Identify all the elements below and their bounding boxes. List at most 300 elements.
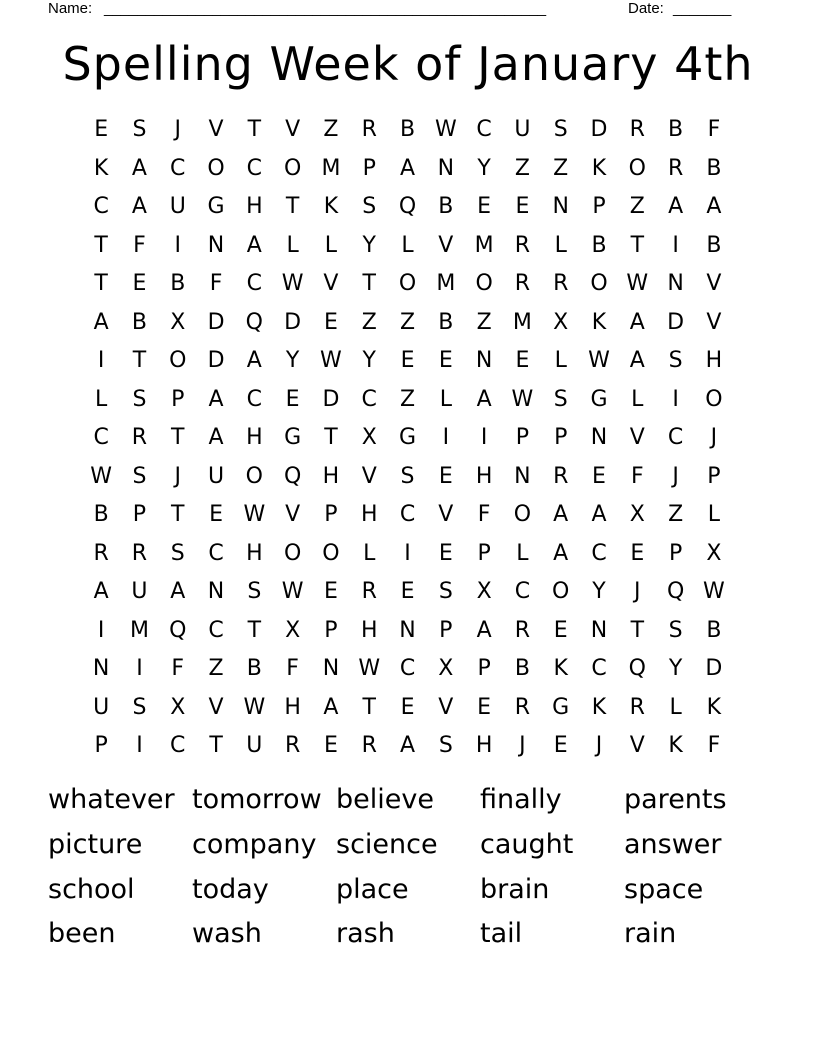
grid-letter: I	[404, 540, 411, 566]
grid-letter: F	[477, 502, 491, 528]
grid-letter: A	[476, 617, 492, 643]
grid-row	[82, 265, 734, 304]
grid-letter: S	[553, 117, 568, 143]
grid-letter: L	[95, 386, 108, 412]
grid-row	[82, 188, 734, 227]
grid-letter: S	[132, 694, 147, 720]
grid-letter: B	[93, 502, 109, 528]
grid-letter: T	[362, 694, 376, 720]
grid-row	[82, 573, 734, 612]
grid-letter: T	[247, 117, 262, 143]
grid-letter: E	[323, 579, 338, 605]
grid-letter: E	[515, 348, 530, 374]
grid-letter: W	[243, 502, 266, 528]
grid-letter: E	[553, 733, 568, 759]
grid-letter: X	[629, 502, 645, 528]
grid-letter: X	[170, 309, 186, 335]
grid-letter: V	[323, 271, 339, 297]
grid-letter: S	[668, 348, 683, 374]
grid-letter: P	[132, 502, 147, 528]
grid-letter: F	[707, 117, 721, 143]
grid-letter: L	[554, 232, 567, 258]
grid-letter: T	[171, 425, 185, 451]
grid-letter: Z	[629, 194, 645, 220]
grid-letter: L	[286, 232, 299, 258]
grid-letter: C	[246, 155, 263, 181]
grid-letter: V	[285, 117, 301, 143]
grid-letter: J	[174, 117, 181, 143]
grid-letter: E	[592, 463, 606, 489]
grid-letter: G	[590, 386, 608, 412]
grid-letter: Y	[477, 155, 491, 181]
grid-letter: A	[399, 733, 416, 759]
grid-letter: P	[668, 540, 683, 566]
grid-letter: K	[591, 694, 607, 720]
word-bank-item: wash	[192, 918, 262, 950]
grid-letter: E	[438, 463, 453, 489]
grid-letter: R	[629, 117, 645, 143]
grid-letter: X	[706, 540, 722, 566]
grid-letter: Q	[283, 463, 302, 489]
grid-letter: W	[90, 463, 113, 489]
grid-letter: R	[514, 617, 531, 643]
grid-letter: A	[323, 694, 339, 720]
word-bank-item: science	[336, 829, 438, 861]
grid-letter: T	[630, 232, 645, 258]
grid-letter: W	[243, 694, 266, 720]
grid-letter: E	[438, 540, 453, 566]
grid-letter: A	[93, 579, 109, 605]
grid-letter: P	[362, 155, 376, 181]
grid-letter: R	[361, 733, 377, 759]
grid-row	[82, 458, 734, 497]
grid-letter: S	[132, 117, 147, 143]
grid-letter: W	[320, 348, 342, 374]
word-bank-item: parents	[624, 784, 727, 816]
grid-letter: X	[476, 579, 492, 605]
grid-letter: F	[286, 656, 299, 682]
grid-letter: F	[171, 656, 185, 682]
grid-letter: A	[131, 194, 147, 220]
grid-letter: P	[554, 425, 568, 451]
grid-letter: A	[93, 309, 109, 335]
word-bank-row	[48, 778, 788, 823]
grid-letter: W	[703, 579, 725, 605]
grid-letter: N	[514, 463, 531, 489]
grid-letter: H	[246, 540, 263, 566]
grid-letter: L	[324, 232, 338, 258]
grid-letter: S	[668, 617, 683, 643]
grid-letter: I	[174, 232, 181, 258]
grid-letter: E	[553, 617, 568, 643]
grid-letter: X	[553, 309, 569, 335]
grid-letter: V	[285, 502, 301, 528]
grid-letter: U	[207, 463, 225, 489]
grid-letter: I	[97, 348, 105, 374]
grid-letter: P	[477, 540, 491, 566]
grid-letter: B	[170, 271, 186, 297]
grid-letter: T	[630, 617, 645, 643]
grid-letter: R	[553, 271, 569, 297]
grid-letter: E	[94, 117, 109, 143]
grid-letter: L	[363, 540, 376, 566]
grid-row	[82, 612, 734, 651]
grid-letter: Y	[668, 656, 683, 682]
grid-letter: B	[591, 232, 607, 258]
grid-letter: E	[323, 733, 338, 759]
name-label: Name:	[48, 0, 93, 17]
grid-letter: S	[247, 579, 262, 605]
grid-letter: A	[246, 232, 262, 258]
grid-letter: S	[438, 579, 453, 605]
grid-row	[82, 342, 734, 381]
word-bank-item: picture	[48, 829, 143, 861]
grid-letter: M	[129, 617, 149, 643]
grid-letter: U	[246, 733, 263, 759]
grid-letter: L	[516, 540, 529, 566]
grid-letter: D	[590, 117, 608, 143]
grid-letter: C	[93, 425, 109, 451]
grid-letter: N	[590, 425, 608, 451]
grid-letter: Z	[399, 309, 416, 335]
grid-letter: H	[475, 463, 493, 489]
grid-row	[82, 650, 734, 689]
grid-letter: N	[399, 617, 416, 643]
grid-letter: M	[512, 309, 532, 335]
grid-letter: R	[514, 271, 531, 297]
grid-letter: Q	[245, 309, 263, 335]
grid-letter: M	[436, 271, 456, 297]
grid-letter: R	[361, 117, 377, 143]
grid-letter: O	[513, 502, 532, 528]
word-bank-item: whatever	[48, 784, 175, 816]
grid-letter: K	[668, 733, 683, 759]
grid-letter: F	[630, 463, 644, 489]
grid-letter: X	[170, 694, 186, 720]
grid-letter: P	[477, 656, 491, 682]
word-bank-item: rain	[624, 918, 677, 950]
grid-letter: Z	[399, 386, 416, 412]
grid-letter: O	[169, 348, 187, 374]
grid-letter: H	[705, 348, 723, 374]
grid-letter: W	[511, 386, 534, 412]
grid-letter: Z	[361, 309, 377, 335]
grid-letter: Z	[668, 502, 684, 528]
grid-letter: D	[207, 348, 225, 374]
word-bank-item: tail	[480, 918, 523, 950]
grid-letter: E	[285, 386, 300, 412]
grid-letter: D	[667, 309, 685, 335]
grid-letter: W	[281, 271, 304, 297]
grid-letter: U	[169, 194, 186, 220]
grid-letter: B	[246, 656, 262, 682]
grid-letter: J	[174, 463, 181, 489]
grid-letter: K	[591, 309, 607, 335]
grid-letter: Y	[362, 348, 376, 374]
grid-letter: T	[285, 194, 300, 220]
grid-letter: D	[284, 309, 302, 335]
grid-letter: R	[553, 463, 569, 489]
grid-row	[82, 727, 734, 766]
grid-letter: Z	[476, 309, 492, 335]
grid-letter: P	[707, 463, 721, 489]
grid-letter: A	[246, 348, 262, 374]
grid-row	[82, 304, 734, 343]
grid-letter: J	[519, 733, 526, 759]
grid-letter: N	[207, 232, 225, 258]
word-bank-item: rash	[336, 918, 395, 950]
grid-letter: L	[401, 232, 414, 258]
word-bank-row	[48, 912, 788, 957]
grid-letter: P	[592, 194, 606, 220]
grid-letter: A	[170, 579, 186, 605]
grid-letter: M	[474, 232, 494, 258]
grid-letter: I	[480, 425, 488, 451]
grid-letter: V	[706, 309, 722, 335]
grid-letter: Z	[208, 656, 224, 682]
grid-letter: B	[706, 617, 722, 643]
word-bank-item: caught	[480, 829, 574, 861]
grid-letter: C	[591, 656, 607, 682]
grid-letter: H	[284, 694, 301, 720]
grid-letter: H	[322, 463, 340, 489]
grid-letter: C	[170, 155, 186, 181]
grid-letter: L	[554, 348, 567, 374]
word-bank-item: believe	[336, 784, 434, 816]
grid-letter: G	[207, 194, 225, 220]
grid-letter: W	[358, 656, 381, 682]
word-bank-item: tomorrow	[192, 784, 322, 816]
grid-letter: R	[514, 694, 531, 720]
grid-letter: Z	[323, 117, 339, 143]
grid-letter: V	[629, 425, 645, 451]
grid-letter: U	[514, 117, 531, 143]
grid-letter: M	[321, 155, 341, 181]
grid-letter: J	[634, 579, 641, 605]
grid-letter: I	[442, 425, 450, 451]
grid-letter: K	[706, 694, 722, 720]
grid-letter: P	[515, 425, 530, 451]
grid-letter: B	[514, 656, 530, 682]
grid-letter: N	[475, 348, 493, 374]
grid-letter: T	[94, 271, 108, 297]
grid-letter: Y	[592, 579, 606, 605]
grid-letter: F	[707, 733, 721, 759]
grid-letter: E	[515, 194, 530, 220]
grid-letter: R	[667, 155, 684, 181]
grid-letter: R	[284, 733, 301, 759]
grid-letter: Q	[169, 617, 187, 643]
grid-row	[82, 689, 734, 728]
word-bank-row	[48, 823, 788, 868]
grid-letter: F	[209, 271, 223, 297]
grid-letter: O	[322, 540, 340, 566]
grid-letter: K	[591, 155, 607, 181]
grid-letter: A	[208, 386, 224, 412]
grid-letter: E	[209, 502, 223, 528]
grid-letter: C	[476, 117, 492, 143]
grid-letter: B	[399, 117, 416, 143]
grid-letter: H	[360, 502, 378, 528]
grid-letter: E	[132, 271, 147, 297]
grid-letter: V	[208, 694, 224, 720]
grid-letter: P	[94, 733, 108, 759]
grid-letter: J	[710, 425, 718, 451]
grid-row	[82, 111, 734, 150]
grid-letter: H	[246, 425, 263, 451]
word-bank-item: space	[624, 873, 704, 905]
grid-letter: C	[399, 656, 416, 682]
grid-letter: G	[398, 425, 417, 451]
grid-letter: D	[207, 309, 225, 335]
grid-letter: J	[672, 463, 679, 489]
grid-letter: T	[94, 232, 108, 258]
grid-letter: C	[170, 733, 186, 759]
grid-letter: P	[171, 386, 185, 412]
grid-letter: D	[705, 656, 723, 682]
grid-letter: X	[285, 617, 301, 643]
grid-letter: E	[323, 309, 338, 335]
grid-letter: U	[131, 579, 148, 605]
header-line	[48, 0, 748, 20]
grid-letter: T	[324, 425, 338, 451]
grid-letter: A	[553, 540, 569, 566]
grid-letter: B	[438, 194, 454, 220]
grid-letter: T	[247, 617, 262, 643]
grid-letter: Q	[666, 579, 685, 605]
grid-letter: K	[323, 194, 339, 220]
grid-letter: C	[208, 540, 224, 566]
grid-row	[82, 150, 734, 189]
grid-letter: V	[438, 232, 454, 258]
grid-letter: A	[629, 348, 645, 374]
grid-letter: E	[438, 348, 453, 374]
grid-row	[82, 227, 734, 266]
grid-letter: W	[588, 348, 610, 374]
grid-letter: G	[284, 425, 302, 451]
grid-letter: H	[246, 194, 263, 220]
grid-letter: O	[207, 155, 225, 181]
grid-row	[82, 496, 734, 535]
grid-letter: T	[171, 502, 185, 528]
grid-letter: Q	[628, 656, 646, 682]
grid-letter: O	[705, 386, 723, 412]
grid-letter: B	[438, 309, 454, 335]
grid-letter: K	[553, 656, 568, 682]
grid-letter: Q	[398, 194, 417, 220]
grid-letter: V	[706, 271, 722, 297]
grid-letter: I	[97, 617, 105, 643]
grid-letter: X	[438, 656, 454, 682]
grid-letter: S	[438, 733, 453, 759]
grid-letter: X	[361, 425, 377, 451]
grid-letter: R	[629, 694, 645, 720]
grid-row	[82, 419, 734, 458]
word-bank-item: school	[48, 873, 135, 905]
grid-letter: L	[439, 386, 452, 412]
grid-letter: A	[706, 194, 722, 220]
grid-letter: C	[399, 502, 416, 528]
grid-letter: E	[400, 579, 415, 605]
grid-letter: A	[668, 194, 684, 220]
word-bank-item: finally	[480, 784, 562, 816]
grid-letter: T	[209, 733, 223, 759]
grid-letter: C	[667, 425, 684, 451]
word-bank-item: company	[192, 829, 317, 861]
grid-letter: F	[133, 232, 146, 258]
grid-letter: R	[131, 540, 148, 566]
grid-letter: O	[590, 271, 608, 297]
grid-letter: B	[706, 155, 722, 181]
grid-letter: C	[591, 540, 607, 566]
grid-letter: I	[672, 386, 679, 412]
grid-letter: N	[322, 656, 340, 682]
grid-letter: C	[246, 271, 263, 297]
grid-letter: O	[245, 463, 263, 489]
grid-letter: L	[669, 694, 682, 720]
grid-letter: A	[399, 155, 416, 181]
grid-letter: B	[706, 232, 722, 258]
grid-letter: W	[626, 271, 649, 297]
grid-letter: T	[132, 348, 147, 374]
word-bank-item: place	[336, 873, 409, 905]
grid-letter: B	[131, 309, 147, 335]
grid-letter: A	[208, 425, 224, 451]
grid-row	[82, 535, 734, 574]
grid-letter: E	[477, 694, 492, 720]
grid-letter: H	[360, 617, 378, 643]
grid-letter: U	[93, 694, 110, 720]
grid-letter: V	[438, 694, 454, 720]
grid-letter: S	[132, 386, 147, 412]
grid-letter: O	[283, 540, 302, 566]
grid-letter: S	[170, 540, 185, 566]
grid-letter: L	[707, 502, 721, 528]
grid-letter: N	[92, 656, 110, 682]
grid-letter: A	[476, 386, 492, 412]
grid-letter: K	[93, 155, 109, 181]
grid-letter: E	[630, 540, 645, 566]
grid-letter: O	[628, 155, 646, 181]
grid-letter: O	[398, 271, 417, 297]
grid-letter: J	[595, 733, 603, 759]
grid-letter: D	[322, 386, 340, 412]
word-bank-item: today	[192, 873, 269, 905]
grid-row	[82, 381, 734, 420]
grid-letter: E	[400, 694, 415, 720]
grid-letter: A	[629, 309, 645, 335]
grid-letter: E	[477, 194, 492, 220]
grid-letter: S	[362, 194, 377, 220]
grid-letter: G	[552, 694, 570, 720]
grid-letter: S	[132, 463, 147, 489]
grid-letter: N	[667, 271, 684, 297]
word-bank-item: answer	[624, 829, 722, 861]
grid-letter: I	[136, 656, 143, 682]
grid-letter: Y	[285, 348, 300, 374]
grid-letter: P	[324, 502, 338, 528]
grid-letter: V	[361, 463, 377, 489]
word-bank	[48, 778, 788, 957]
grid-letter: R	[361, 579, 377, 605]
grid-letter: N	[590, 617, 608, 643]
grid-letter: E	[400, 348, 415, 374]
grid-letter: C	[361, 386, 377, 412]
grid-letter: A	[131, 155, 147, 181]
grid-letter: B	[668, 117, 684, 143]
word-search-grid	[82, 111, 734, 766]
grid-letter: R	[514, 232, 531, 258]
